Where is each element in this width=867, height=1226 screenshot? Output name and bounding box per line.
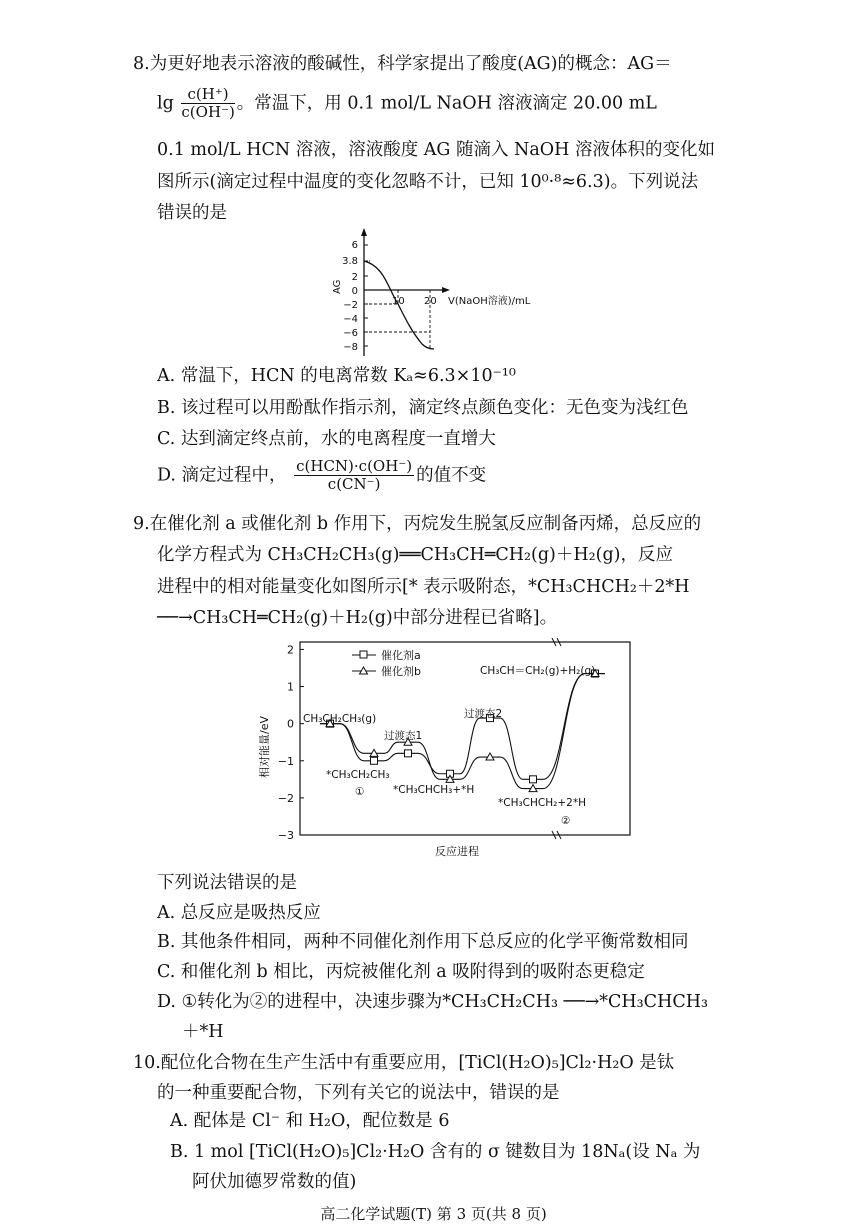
data-point: [371, 757, 378, 764]
chart2-ytick: −2: [277, 791, 294, 805]
chart1-xtick: 10: [392, 296, 405, 307]
chart1-ytick: 2: [351, 272, 358, 283]
chart1-ytick: 0: [351, 286, 358, 297]
chart2-ytick: 2: [287, 643, 294, 657]
label-ads3: *CH₃CHCH₂+2*H: [498, 797, 586, 809]
page-footer: 高二化学试题(T) 第 3 页(共 8 页): [320, 1205, 547, 1223]
data-point: [530, 776, 537, 783]
label-ads1: *CH₃CH₂CH₃: [326, 769, 390, 781]
question-9-line3: 进程中的相对能量变化如图所示[* 表示吸附态，*CH₃CHCH₂＋2*H: [157, 577, 690, 597]
q9-option-a: A. 总反应是吸热反应: [157, 903, 321, 923]
q8-option-b: B. 该过程可以用酚酞作指示剂，滴定终点颜色变化：无色变为浅红色: [157, 398, 689, 418]
label-circ1: ①: [355, 786, 365, 798]
label-ads2: *CH₃CHCH₃+*H: [393, 784, 475, 796]
q10-option-a: A. 配体是 Cl⁻ 和 H₂O，配位数是 6: [170, 1111, 450, 1131]
label-circ2: ②: [561, 815, 571, 827]
chart1-ytick: 6: [351, 240, 358, 251]
legend-catalyst-a: 催化剂a: [381, 649, 421, 662]
q8-option-d: D. 滴定过程中， c(HCN)·c(OH⁻) c(CN⁻) 的值不变: [157, 457, 487, 494]
chart2-xlabel: 反应进程: [435, 845, 479, 858]
question-9-line1: 9.在催化剂 a 或催化剂 b 作用下，丙烷发生脱氢反应制备丙烯，总反应的: [133, 514, 702, 534]
chart1-xlabel: V(NaOH溶液)/mL: [448, 296, 531, 307]
chart2-ytick: −3: [277, 829, 294, 842]
chart1-ytick: 3.8: [342, 256, 358, 267]
series-catalyst-a: [320, 670, 605, 783]
ag-fraction: $\frac{c(H^+)}{c(OH^-)}$: [181, 85, 235, 122]
label-ts2: 过渡态2: [464, 708, 503, 720]
question-9-line4: ──→CH₃CH═CH₂(g)＋H₂(g)中部分进程已省略]。: [157, 608, 558, 628]
q8-option-c: C. 达到滴定终点前，水的电离程度一直增大: [157, 429, 496, 449]
energy-profile-chart: [250, 638, 650, 864]
question-8-line1: 8.为更好地表示溶液的酸碱性，科学家提出了酸度(AG)的概念：AG＝: [133, 54, 672, 74]
question-10-line1: 10.配位化合物在生产生活中有重要应用，[TiCl(H₂O)₅]Cl₂·H₂O 是钛: [133, 1053, 675, 1073]
label-end: CH₃CH＝CH₂(g)+H₂(g): [480, 665, 596, 677]
data-point: [405, 750, 412, 757]
q9-option-d-line1: D. ①转化为②的进程中，决速步骤为*CH₃CH₂CH₃ ──→*CH₃CHCH₃: [157, 992, 709, 1012]
series-line: [320, 674, 605, 780]
question-8-line5: 错误的是: [157, 203, 227, 223]
chart2-ylabel: 相对能量/eV: [258, 716, 271, 778]
ag-titration-chart: [318, 228, 618, 360]
chart2-ytick: 0: [287, 717, 294, 731]
chart1-ytick: −2: [343, 300, 358, 311]
q9-option-d-line2: ＋*H: [182, 1022, 224, 1042]
chart2-ytick: −1: [277, 754, 294, 768]
chart1-ytick: −8: [343, 342, 358, 353]
chart1-ytick: −4: [343, 314, 358, 325]
question-number: 10.: [133, 1053, 161, 1073]
question-number: 9.: [133, 514, 150, 534]
chart1-xtick: 20: [424, 296, 437, 307]
q9-option-c: C. 和催化剂 b 相比，丙烷被催化剂 a 吸附得到的吸附态更稳定: [157, 962, 645, 982]
question-10-line2: 的一种重要配合物，下列有关它的说法中，错误的是: [157, 1083, 560, 1103]
question-9-line2: 化学方程式为 CH₃CH₂CH₃(g)══CH₃CH═CH₂(g)＋H₂(g)，反应: [157, 545, 674, 565]
q10-option-b-line2: 阿伏加德罗常数的值): [192, 1172, 357, 1192]
question-number: 8.: [133, 54, 150, 74]
q9-question-stem: 下列说法错误的是: [157, 873, 297, 893]
chart1-ylabel: AG: [332, 279, 343, 294]
question-8-line2: lg $\frac{c(H^+)}{c(OH^-)}$ 。常温下，用 0.1 mol/L NaOH 溶液滴定 20.00 mL: [157, 85, 657, 122]
label-ts1: 过渡态1: [384, 730, 423, 742]
q9-option-b: B. 其他条件相同，两种不同催化剂作用下总反应的化学平衡常数相同: [157, 932, 689, 952]
label-start: CH₃CH₂CH₃(g): [303, 713, 377, 725]
chart1-ytick: −6: [343, 328, 358, 339]
q8-option-a: A. 常温下，HCN 的电离常数 Kₐ≈6.3×10⁻¹⁰: [157, 366, 516, 386]
question-8-line3: 0.1 mol/L HCN 溶液，溶液酸度 AG 随滴入 NaOH 溶液体积的变化如: [157, 140, 715, 160]
chart2-legend: [352, 648, 421, 678]
q10-option-b-line1: B. 1 mol [TiCl(H₂O)₅]Cl₂·H₂O 含有的 σ 键数目为 18Nₐ(设 Nₐ 为: [170, 1142, 701, 1162]
legend-catalyst-b: 催化剂b: [381, 665, 421, 678]
question-8-line4: 图所示(滴定过程中温度的变化忽略不计，已知 10⁰·⁸≈6.3)。下列说法: [157, 172, 699, 192]
d-fraction: c(HCN)·c(OH⁻) c(CN⁻): [296, 457, 413, 494]
chart2-ytick: 1: [287, 680, 294, 694]
